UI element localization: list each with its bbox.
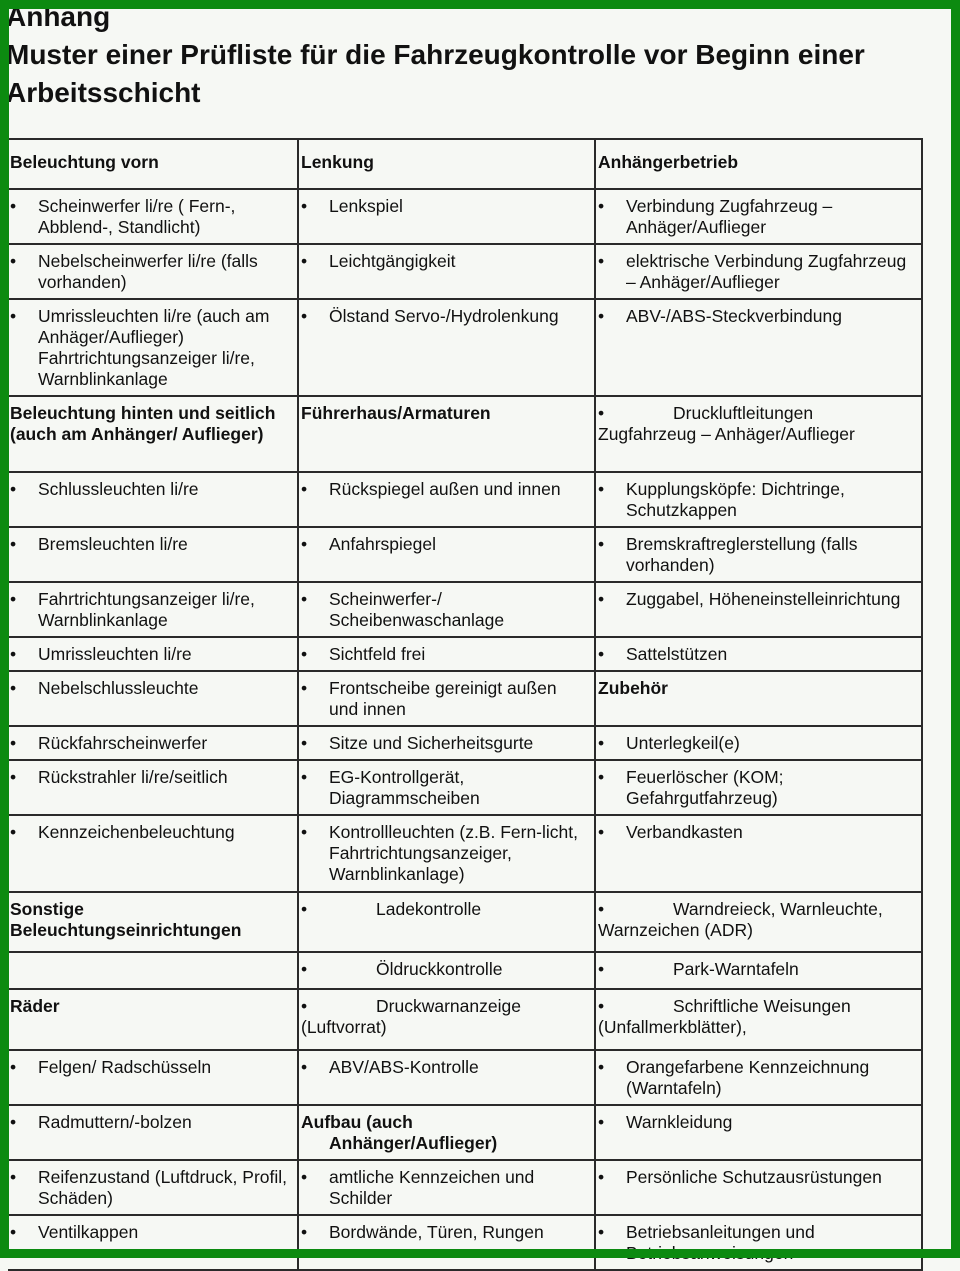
checklist-item: • Kupplungsköpfe: Dichtringe, Schutzkappen bbox=[598, 479, 915, 521]
checklist-item: • Betriebsanleitungen und Betriebsanweisungen bbox=[598, 1222, 915, 1264]
item-text: Schriftliche Weisungen (Unfallmerkblätter), bbox=[598, 996, 851, 1037]
checklist-item: • Rückstrahler li/re/seitlich bbox=[10, 767, 291, 788]
checklist-item: • Scheinwerfer li/re ( Fern-, Abblend-, Standlicht) bbox=[10, 196, 291, 238]
table-row bbox=[8, 815, 922, 892]
checklist-item: • EG-Kontrollgerät, Diagrammscheiben bbox=[301, 767, 588, 809]
table-cell-col-a bbox=[8, 396, 298, 472]
checklist-item: • Bremsleuchten li/re bbox=[10, 534, 291, 555]
bullet-icon: • bbox=[598, 996, 605, 1016]
checklist-item: • Sattelstützen bbox=[598, 644, 915, 665]
table-cell-col-c bbox=[595, 726, 922, 760]
table-cell-col-a bbox=[8, 189, 298, 244]
table-cell-col-a bbox=[8, 760, 298, 815]
checklist-item: • Verbandkasten bbox=[598, 822, 915, 843]
checklist-item: • Sitze und Sicherheitsgurte bbox=[301, 733, 588, 754]
table-cell-col-a bbox=[8, 952, 298, 989]
table-cell-col-b bbox=[298, 1105, 595, 1160]
table-cell-col-c bbox=[595, 1215, 922, 1270]
checklist-item-tabbed bbox=[598, 996, 915, 1038]
table-cell-col-c bbox=[595, 1105, 922, 1160]
section-heading: Zubehör bbox=[598, 678, 668, 698]
checklist-item-tabbed bbox=[598, 899, 915, 941]
heading-line-title: Muster einer Prüfliste für die Fahrzeugkontrolle vor Beginn einer bbox=[6, 39, 865, 70]
checklist-item: • Anfahrspiegel bbox=[301, 534, 588, 555]
table-cell-col-c bbox=[595, 989, 922, 1050]
section-heading: Räder bbox=[10, 996, 60, 1016]
table-cell-col-c bbox=[595, 760, 922, 815]
table-cell-col-b bbox=[298, 472, 595, 527]
table-row bbox=[8, 396, 922, 472]
checklist-item: • amtliche Kennzeichen und Schilder bbox=[301, 1167, 588, 1209]
checklist-item: • Orangefarbene Kennzeichnung (Warntafeln) bbox=[598, 1057, 915, 1099]
checklist-item-tabbed bbox=[598, 959, 915, 980]
table-cell-col-c bbox=[595, 396, 922, 472]
heading-line-appendix: Anhang bbox=[6, 1, 111, 32]
table-cell-col-a bbox=[8, 472, 298, 527]
item-text: Ladekontrolle bbox=[376, 899, 482, 919]
checklist-item-tabbed bbox=[301, 959, 588, 980]
table-row bbox=[8, 582, 922, 637]
checklist-item: • ABV/ABS-Kontrolle bbox=[301, 1057, 588, 1078]
table-cell-col-a bbox=[8, 637, 298, 671]
table-cell-col-c bbox=[595, 952, 922, 989]
section-heading: Führerhaus/Armaturen bbox=[301, 403, 491, 423]
table-cell-col-b bbox=[298, 637, 595, 671]
checklist-item-tabbed bbox=[598, 403, 915, 445]
checklist-item: • Umrissleuchten li/re bbox=[10, 644, 291, 665]
table-cell-col-c bbox=[595, 815, 922, 892]
table-row bbox=[8, 527, 922, 582]
checklist-item: • Bremskraftreglerstellung (falls vorhanden) bbox=[598, 534, 915, 576]
checklist-item: • Zuggabel, Höheneinstelleinrichtung bbox=[598, 589, 915, 610]
table-cell-col-c bbox=[595, 1050, 922, 1105]
checklist-item: • Fahrtrichtungsanzeiger li/re, Warnblinkanlage bbox=[10, 589, 291, 631]
table-row bbox=[8, 1050, 922, 1105]
table-cell-col-a bbox=[8, 815, 298, 892]
item-text: Warndreieck, Warnleuchte, Warnzeichen (ADR) bbox=[598, 899, 883, 940]
checklist-item: • elektrische Verbindung Zugfahrzeug – Anhäger/Auflieger bbox=[598, 251, 915, 293]
checklist-item: • Frontscheibe gereinigt außen und innen bbox=[301, 678, 588, 720]
table-cell-col-b bbox=[298, 1215, 595, 1270]
checklist-item: • Felgen/ Radschüsseln bbox=[10, 1057, 291, 1078]
table-row bbox=[8, 244, 922, 299]
checklist-item: • Rückspiegel außen und innen bbox=[301, 479, 588, 500]
table-cell-col-b bbox=[298, 1050, 595, 1105]
table-row bbox=[8, 726, 922, 760]
checklist-item: • Persönliche Schutzausrüstungen bbox=[598, 1167, 915, 1188]
table-row bbox=[8, 1160, 922, 1215]
checklist-item: • Kennzeichenbeleuchtung bbox=[10, 822, 291, 843]
bullet-icon: • bbox=[301, 959, 308, 979]
table-cell-col-b bbox=[298, 726, 595, 760]
document-heading bbox=[6, 0, 865, 112]
table-row bbox=[8, 989, 922, 1050]
table-cell-col-a bbox=[8, 1105, 298, 1160]
table-cell-col-b bbox=[298, 139, 595, 189]
table-cell-col-c bbox=[595, 139, 922, 189]
table-cell-col-c bbox=[595, 527, 922, 582]
bullet-icon: • bbox=[301, 899, 308, 919]
table-cell-col-a bbox=[8, 1215, 298, 1270]
table-cell-col-b bbox=[298, 189, 595, 244]
bullet-icon: • bbox=[598, 403, 605, 423]
table-cell-col-c bbox=[595, 671, 922, 726]
table-cell-col-c bbox=[595, 892, 922, 952]
table-cell-col-b bbox=[298, 952, 595, 989]
checklist-item: • Ölstand Servo-/Hydrolenkung bbox=[301, 306, 588, 327]
table-cell-col-b bbox=[298, 815, 595, 892]
checklist-item: • ABV-/ABS-Steckverbindung bbox=[598, 306, 915, 327]
table-row bbox=[8, 1215, 922, 1270]
checklist-table bbox=[8, 138, 923, 1271]
section-heading: Sonstige Beleuchtungseinrichtungen bbox=[10, 899, 242, 940]
bullet-icon: • bbox=[301, 996, 308, 1016]
checklist-item: • Ventilkappen bbox=[10, 1222, 291, 1243]
table-cell-col-a bbox=[8, 139, 298, 189]
table-cell-col-b bbox=[298, 396, 595, 472]
table-cell-col-b bbox=[298, 989, 595, 1050]
table-cell-col-c bbox=[595, 189, 922, 244]
checklist-item-tabbed bbox=[301, 996, 588, 1038]
table-cell-col-a bbox=[8, 1160, 298, 1215]
section-heading: Beleuchtung vorn bbox=[10, 152, 159, 172]
checklist-item-tabbed bbox=[301, 899, 588, 920]
item-text: Druckluftleitungen Zugfahrzeug – Anhäger/Auflieger bbox=[598, 403, 855, 444]
table-cell-col-c bbox=[595, 299, 922, 396]
checklist-item: • Sichtfeld frei bbox=[301, 644, 588, 665]
item-text: Druckwarnanzeige (Luftvorrat) bbox=[301, 996, 521, 1037]
table-cell-col-a bbox=[8, 582, 298, 637]
checklist-item: • Schlussleuchten li/re bbox=[10, 479, 291, 500]
heading-line-title-cont: Arbeitsschicht bbox=[6, 77, 201, 108]
checklist-item: • Lenkspiel bbox=[301, 196, 588, 217]
table-row bbox=[8, 671, 922, 726]
checklist-item: • Scheinwerfer-/ Scheibenwaschanlage bbox=[301, 589, 588, 631]
checklist-item: • Bordwände, Türen, Rungen bbox=[301, 1222, 588, 1243]
table-row bbox=[8, 1105, 922, 1160]
checklist-item: • Leichtgängigkeit bbox=[301, 251, 588, 272]
table-cell-col-c bbox=[595, 244, 922, 299]
section-heading: Aufbau (auch bbox=[301, 1112, 413, 1132]
bullet-icon: • bbox=[598, 899, 605, 919]
table-cell-col-b bbox=[298, 892, 595, 952]
checklist-item: • Umrissleuchten li/re (auch am Anhäger/Auflieger) Fahrtrichtungsanzeiger li/re, Warnblinkanlage bbox=[10, 306, 291, 390]
checklist-item: • Verbindung Zugfahrzeug – Anhäger/Auflieger bbox=[598, 196, 915, 238]
table-row bbox=[8, 892, 922, 952]
table-cell-col-a bbox=[8, 892, 298, 952]
table-cell-col-b bbox=[298, 299, 595, 396]
checklist-item: • Rückfahrscheinwerfer bbox=[10, 733, 291, 754]
item-text: Park-Warntafeln bbox=[673, 959, 799, 979]
table-cell-col-c bbox=[595, 472, 922, 527]
table-cell-col-a bbox=[8, 299, 298, 396]
table-row bbox=[8, 637, 922, 671]
table-cell-col-a bbox=[8, 989, 298, 1050]
table-row bbox=[8, 139, 922, 189]
table-row bbox=[8, 472, 922, 527]
table-cell-col-a bbox=[8, 527, 298, 582]
table-cell-col-b bbox=[298, 582, 595, 637]
checklist-item: • Nebelscheinwerfer li/re (falls vorhanden) bbox=[10, 251, 291, 293]
table-cell-col-b bbox=[298, 671, 595, 726]
checklist-item: • Feuerlöscher (KOM; Gefahrgutfahrzeug) bbox=[598, 767, 915, 809]
table-cell-col-a bbox=[8, 671, 298, 726]
table-row bbox=[8, 760, 922, 815]
table-row bbox=[8, 299, 922, 396]
checklist-item: • Reifenzustand (Luftdruck, Profil, Schäden) bbox=[10, 1167, 291, 1209]
table-cell-col-b bbox=[298, 527, 595, 582]
table-row bbox=[8, 952, 922, 989]
table-cell-col-a bbox=[8, 244, 298, 299]
checklist-item: • Unterlegkeil(e) bbox=[598, 733, 915, 754]
table-cell-col-a bbox=[8, 726, 298, 760]
table-cell-col-c bbox=[595, 582, 922, 637]
table-cell-col-b bbox=[298, 244, 595, 299]
checklist-item: • Radmuttern/-bolzen bbox=[10, 1112, 291, 1133]
table-cell-col-b bbox=[298, 760, 595, 815]
section-heading: Lenkung bbox=[301, 152, 374, 172]
checklist-item: • Kontrollleuchten (z.B. Fern-licht, Fahrtrichtungsanzeiger, Warnblinkanlage) bbox=[301, 822, 588, 885]
table-cell-col-c bbox=[595, 637, 922, 671]
section-heading: Anhängerbetrieb bbox=[598, 152, 739, 172]
table-row bbox=[8, 189, 922, 244]
item-text: Öldruckkontrolle bbox=[376, 959, 503, 979]
table-cell-col-c bbox=[595, 1160, 922, 1215]
section-heading-cont: Anhänger/Auflieger) bbox=[329, 1133, 498, 1153]
checklist-item: • Warnkleidung bbox=[598, 1112, 915, 1133]
bullet-icon: • bbox=[598, 959, 605, 979]
checklist-item: • Nebelschlussleuchte bbox=[10, 678, 291, 699]
table-cell-col-b bbox=[298, 1160, 595, 1215]
section-heading: Beleuchtung hinten und seitlich (auch am Anhänger/ Auflieger) bbox=[10, 403, 276, 444]
table-cell-col-a bbox=[8, 1050, 298, 1105]
